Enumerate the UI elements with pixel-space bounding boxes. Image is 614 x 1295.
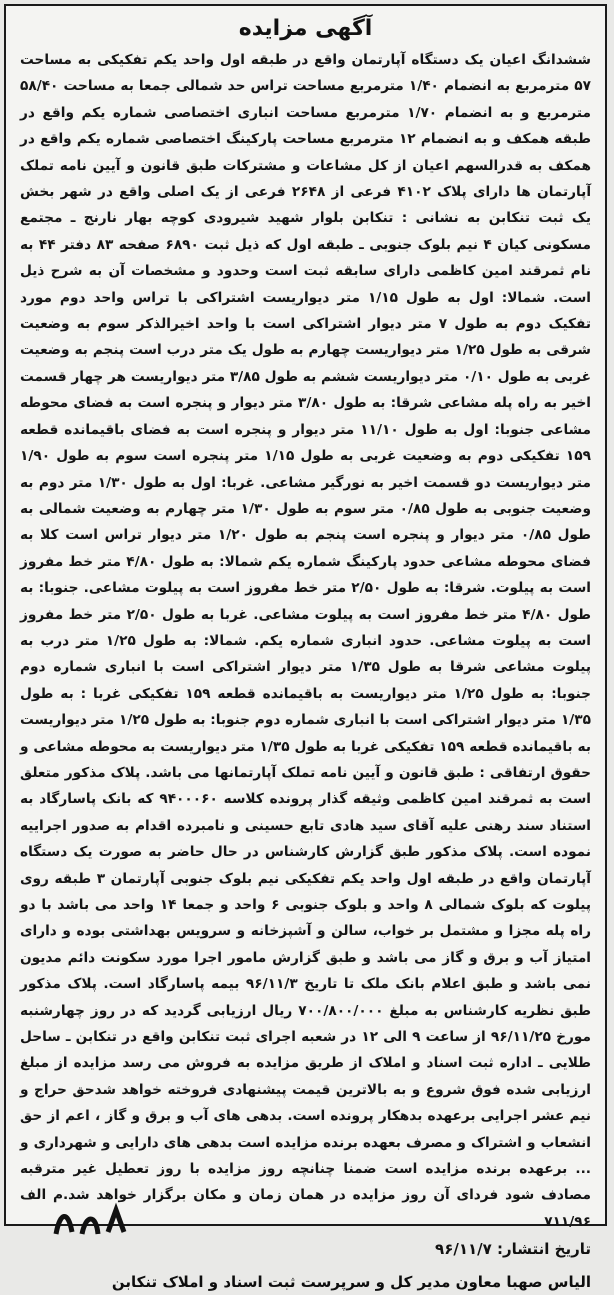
auction-notice (4, 4, 607, 1292)
notice-title: آگهی مزایده (238, 16, 373, 41)
signature-line: الیاس صهبا معاون مدیر کل و سرپرست ثبت اسناد و املاک تنکابن (111, 1273, 591, 1292)
notice-body: ششدانگ اعیان یک دستگاه آپارتمان واقع در طبقه اول واحد یکم تفکیکی به مساحت ۵۷ مترمربع به انضمام ۱/۴۰ مترمربع مساحت تراس حد شمالی جمعا به مساحت ۵۸/۴۰ مترمربع و به انضمام ۱/۷۰ مترمربع مساحت انباری اختصاصی شماره یکم واقع در طبقه همکف و به انضمام ۱۲ مترمربع مساحت پارکینگ اختصاصی شماره یکم واقع در همکف به قدرالسهم اعیان از کل مشاعات و مشترکات طبق قانون و آیین نامه تملک آپارتمان ها دارای پلاک ۴۱۰۲ فرعی از ۲۶۴۸ فرعی از یک اصلی واقع در شهر بخش یک ثبت تنکابن به نشانی : تنکابن بلوار شهید شیرودی کوچه بهار نارنج ـ مجتمع مسکونی کیان ۴ نیم بلوک جنوبی ـ طبقه اول که ذیل ثبت ۶۸۹۰ صفحه ۸۳ دفتر ۴۴ به نام ثمرقند امین کاظمی دارای سابقه ثبت است وحدود و مشخصات آن به شرح ذیل است. شمالا: اول به طول ۱/۱۵ متر دیواریست اشتراکی با تراس واحد دوم مورد تفکیک دوم به طول ۷ متر دیوار اشتراکی است با واحد اخیرالذکر سوم به وضعیت شرقی به طول ۱/۲۵ متر دیواریست چهارم به طول یک متر درب است پنجم به وضعیت غربی به طول ۰/۱۰ متر دیواریست ششم به طول ۳/۸۵ متر دیواریست هر چهار قسمت اخیر به راه پله مشاعی شرقا: به طول ۳/۸۰ متر دیوار و پنجره است به فضای محوطه مشاعی جنوبا: اول به طول ۱۱/۱۰ متر دیوار و پنجره است به فضای باقیمانده قطعه ۱۵۹ تفکیکی دوم به وضعیت غربی به طول ۱/۱۵ متر پنجره است سوم به طول ۱/۹۰ متر دیواریست دو قسمت اخیر به نورگیر مشاعی. غربا: اول به طول ۱/۳۰ متر دوم به وضعیت جنوبی به طول ۰/۸۵ متر سوم به طول ۱/۳۰ متر چهارم به وضعیت شمالی به طول ۰/۸۵ متر دیوار و پنجره است پنجم به طول ۱/۲۰ متر دیوار تراس است کلا به فضای محوطه مشاعی حدود پارکینگ شماره یکم شمالا: به طول ۴/۸۰ متر خط مفروز است به پیلوت. شرقا: به طول ۲/۵۰ متر خط مفروز است به پیلوت مشاعی. جنوبا: به طول ۴/۸۰ متر خط مفروز است به پیلوت مشاعی. غربا به طول ۲/۵۰ متر خط مفروز است به پیلوت مشاعی. حدود انباری شماره یکم. شمالا: به طول ۱/۲۵ متر درب به پیلوت مشاعی شرقا به طول ۱/۳۵ متر دیوار اشتراکی است با انباری شماره دوم جنوبا: به طول ۱/۲۵ متر دیواریست به باقیمانده قطعه ۱۵۹ تفکیکی غربا : به طول ۱/۳۵ متر دیوار اشتراکی است با انباری شماره دوم جنوبا: به طول ۱/۲۵ متر دیواریست به باقیمانده قطعه ۱۵۹ تفکیکی غربا به طول ۱/۳۵ متر دیواریست به محوطه مشاعی و حقوق ارتفاقی : طبق قانون و آیین نامه تملک آپارتمانها می باشد. پلاک مذکور متعلق است به ثمرقند امین کاظمی وثیقه گذار پرونده کلاسه ۹۴۰۰۰۶۰ که بانک پاسارگاد به استناد سند رهنی علیه آقای سید هادی تابع حسینی و نامبرده اقدام به صدور اجراییه نموده است. پلاک مذکور طبق گزارش کارشناس در حال حاضر به صورت یک دستگاه آپارتمان واقع در طبقه اول واحد یکم تفکیکی نیم بلوک جنوبی آپارتمان ۳ طبقه روی پیلوت که بلوک شمالی ۸ واحد و بلوک جنوبی ۶ واحد و جمعا ۱۴ واحد می باشد با دو راه پله مجزا و مشتمل بر خواب، سالن و آشپزخانه و سرویس بهداشتی بوده و دارای امتیاز آب و برق و گاز می باشد و طبق گزارش مامور اجرا مورد سکونت دائم مدیون نمی باشد و طبق اعلام بانک ملک تا تاریخ ۹۶/۱۱/۳ بیمه پاسارگاد است. پلاک مذکور طبق نظریه کارشناس به مبلغ ۷۰۰/۸۰۰/۰۰۰ ریال ارزیابی گردید که در روز چهارشنبه مورخ ۹۶/۱۱/۲۵ از ساعت ۹ الی ۱۲ در شعبه اجرای ثبت تنکابن واقع در تنکابن ـ ساحل طلایی ـ اداره ثبت اسناد و املاک از طریق مزایده به فروش می رسد مزایده از مبلغ ارزیابی شده فوق شروع و به بالاترین قیمت پیشنهادی فروخته خواهد شدحق حراج و نیم عشر اجرایی برعهده بدهکار پرونده است. بدهی های آب و برق و گاز ، اعم از حق انشعاب و اشتراک و مصرف بعهده برنده مزایده است بدهی های دارایی و شهرداری و ... برعهده برنده مزایده است ضمنا چنانچه روز مزایده با روز تعطیل غیر مترقبه مصادف شود فردای آن روز مزایده در همان زمان و مکان برگزار خواهد شد.م الف ۷۱۱/۹۶ (20, 52, 592, 1230)
stamp-mark-icon (46, 1204, 136, 1238)
publish-date: تاریخ انتشار: ۹۶/۱۱/۷ (435, 1240, 591, 1259)
